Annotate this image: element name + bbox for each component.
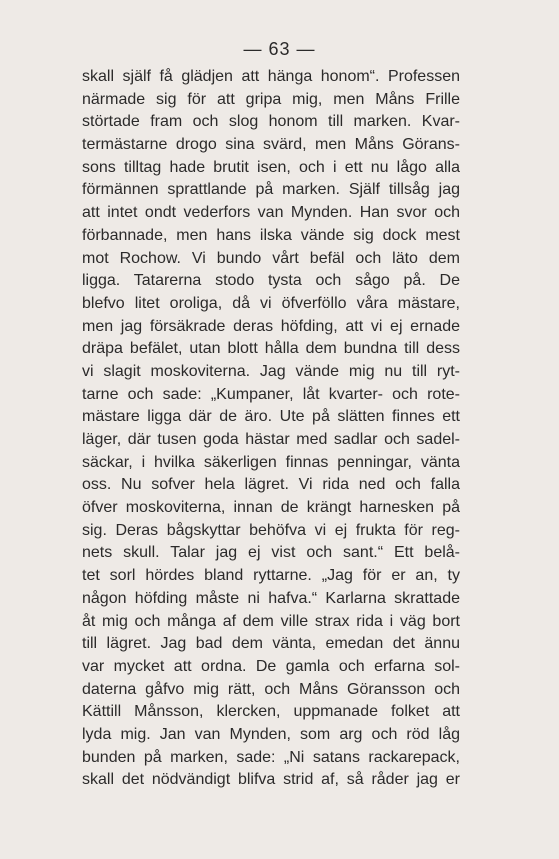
text-line: mästare ligga där de äro. Ute på slätten finnes ett <box>82 408 460 426</box>
text-line: oss. Nu sofver hela lägret. Vi rida ned och falla <box>82 476 460 494</box>
text-line: åt mig och många af dem ville strax rida i väg bort <box>82 612 460 630</box>
text-line: till lägret. Jag bad dem vänta, emedan det ännu <box>82 635 460 653</box>
text-line: blefvo litet oroliga, då vi öfverföllo våra mästare, <box>82 294 460 312</box>
text-line: mot Rochow. Vi bundo vårt befäl och läto dem <box>82 249 460 267</box>
text-line: Kättill Månsson, klercken, uppmanade folket att <box>82 703 460 721</box>
text-line: lyda mig. Jan van Mynden, som arg och röd låg <box>82 725 460 743</box>
text-line: ligga. Tatarerna stodo tysta och sågo på. De <box>82 272 460 290</box>
text-line: skall själf få glädjen att hänga honom“. Professen <box>82 68 460 85</box>
text-line: daterna gåfvo mig rätt, och Måns Göransson och <box>82 680 460 698</box>
text-line: bunden på marken, sade: „Ni satans rackarepack, <box>82 748 460 766</box>
body-text <box>82 66 460 792</box>
text-line: förbannade, men hans ilska vände sig dock mest <box>82 226 460 244</box>
text-line: vi slagit moskoviterna. Jag vände mig nu till ryt- <box>82 362 460 380</box>
text-line: säckar, i hvilka säkerligen finnas penningar, vänta <box>82 453 460 471</box>
text-line: men jag försäkrade deras höfding, att vi ej ernade <box>82 317 460 335</box>
text-line: att intet ondt vederfors van Mynden. Han svor och <box>82 204 460 222</box>
text-line: var mycket att ordna. De gamla och erfarna sol- <box>82 657 460 675</box>
page-number: — 63 — <box>243 39 316 59</box>
text-line: förmännen sprattlande på marken. Själf tillsåg jag <box>82 181 460 199</box>
text-line: läger, där tusen goda hästar med sadlar och sadel- <box>82 431 460 448</box>
text-line: skall det nödvändigt blifva strid af, så råder jag er <box>82 771 460 789</box>
text-line: tet sorl hördes bland ryttarne. „Jag för er an, ty <box>82 567 460 585</box>
text-line: någon höfding måste ni hafva.“ Karlarna skrattade <box>82 589 460 607</box>
text-line: tarne och sade: „Kumpaner, låt kvarter- och rote- <box>82 385 460 403</box>
text-line: närmade sig för att gripa mig, men Måns Frille <box>82 90 460 108</box>
text-line: dräpa befälet, utan blott hålla dem bundna till dess <box>82 340 460 358</box>
text-line: termästarne drogo sina svärd, men Måns Görans- <box>82 136 460 154</box>
text-line: nets skull. Talar jag ej vist och sant.“ Ett belå- <box>82 544 460 562</box>
text-line: sig. Deras bågskyttar behöfva vi ej frukta för reg- <box>82 521 460 539</box>
text-line: störtade fram och slog honom till marken. Kvar- <box>82 113 460 131</box>
text-line: sons tilltag hade brutit isen, och i ett nu lågo alla <box>82 158 460 176</box>
text-line: öfver moskoviterna, innan de krängt harnesken på <box>82 499 460 517</box>
